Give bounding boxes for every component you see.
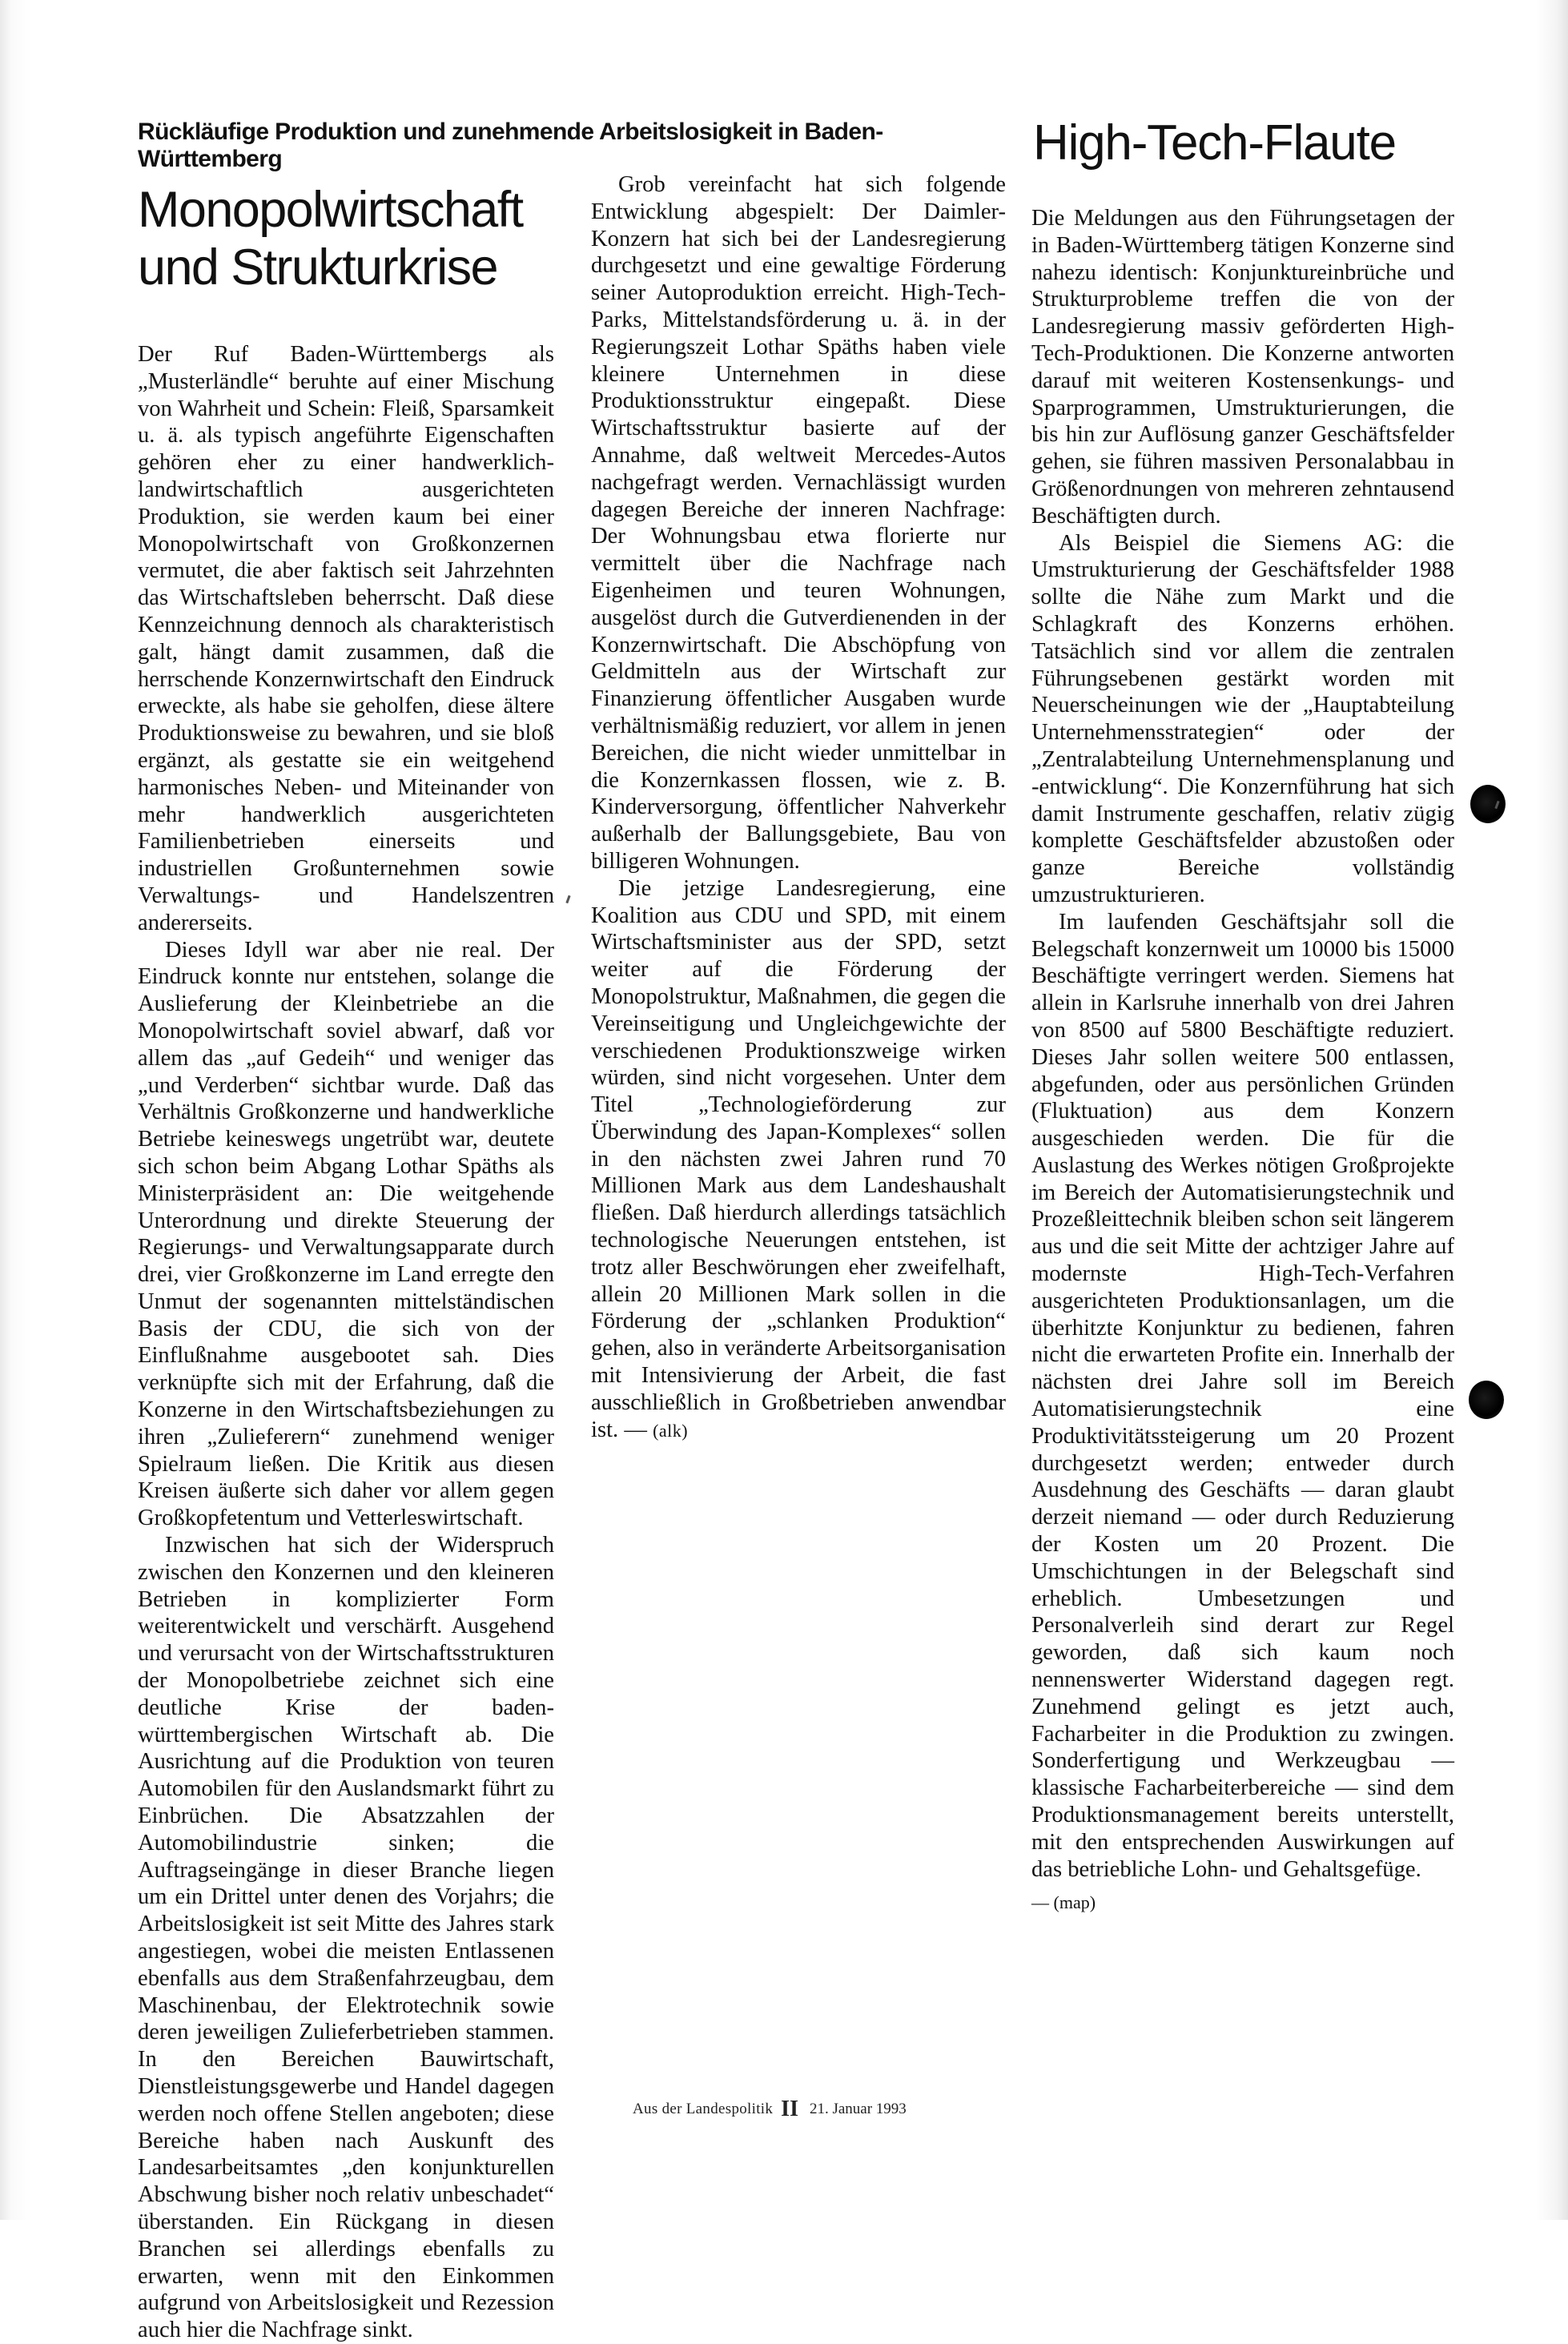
punch-hole (1469, 1381, 1504, 1419)
article-author-signature: (alk) (653, 1420, 689, 1441)
sidebar-author-signature: — (map) (1031, 1892, 1096, 1913)
sidebar-paragraph: Im laufenden Geschäftsjahr soll die Belegschaft konzernweit um 10000 bis 15000 Beschäftigte verringert werden. Siemens hat allein in Karlsruhe innerhalb von drei Jahren von 8500 auf 5800 Beschäftigte reduziert. Dieses Jahr sollen weitere 500 entlassen, abgefunden, oder aus persönlichen Gründen (Fluktuation) aus dem Konzern ausgeschieden werden. Die für die Auslastung des Werkes nötigen Großprojekte im Bereich der Automatisierungstechnik und Prozeßleittechnik bleiben schon seit längerem aus und die seit Mitte der achtziger Jahre auf modernste High-Tech-Verfahren ausgerichteten Produktionsanlagen, um die überhitzte Konjunktur zu bedienen, fahren nicht die erwarteten Profite ein. Innerhalb der nächsten drei Jahre soll im Bereich Automatisierungstechnik eine Produktivitätssteigerung um 20 Prozent durchgesetzt werden; entweder durch Ausdehnung des Geschäfts — daran glaubt derzeit niemand — oder durch Reduzierung der Kosten um 20 Prozent. Die Umschichtungen in der Belegschaft sind erheblich. Umbesetzungen und Personalverleih sind derart zur Regel geworden, daß sich kaum noch nennenswerter Widerstand dagegen regt. Zunehmend gelingt es jetzt auch, Facharbeiter in die Produktion zu zwingen. Sonderfertigung und Werkzeugbau — klassische Facharbeiterbereiche — sind dem Produktionsmanagement bereits unterstellt, mit den entsprechenden Auswirkungen auf das betriebliche Lohn- und Gehaltsgefüge. (1031, 909, 1454, 1882)
punch-hole (1470, 785, 1506, 823)
footer-date: 21. Januar 1993 (809, 2101, 907, 2117)
article-paragraph: Der Ruf Baden-Württembergs als „Musterländle“ beruhte auf einer Mischung von Wahrheit und Schein: Fleiß, Sparsamkeit u. ä. als typisch angeführte Eigenschaften gehören eher zu einer handwerklich-landwirtschaftlich ausgerichteten Produktion, sie werden kaum bei einer Monopolwirtschaft von Großkonzernen vermutet, die aber faktisch seit Jahrzehnten das Wirtschaftsleben beherrscht. Daß diese Kennzeichnung dennoch als charakteristisch galt, hängt damit zusammen, daß die herrschende Konzernwirtschaft den Eindruck erweckte, als habe sie geholfen, diese ältere Produktionsweise zu bewahren, und sie bloß ergänzt, als gestatte sie ein weitgehend harmonisches Neben- und Miteinander von mehr handwerklich ausgerichteten Familienbetrieben einerseits und industriellen Großunternehmen sowie Verwaltungs- und Handelszentren andererseits. (138, 342, 554, 935)
article-paragraph: Inzwischen hat sich der Widerspruch zwischen den Konzernen und den kleineren Betrieben in komplizierter Form weiterentwickelt und verschärft. Ausgehend und verursacht von der Wirtschaftsstrukturen der Monopolbetriebe zeichnet sich eine deutliche Krise der baden-württembergischen Wirtschaft ab. Die Ausrichtung auf die Produktion von teuren Automobilen für den Auslandsmarkt führt zu Einbrüchen. Die Absatzzahlen der Automobilindustrie sinken; die Auftragseingänge in dieser Branche liegen um ein Drittel unter denen des Vorjahrs; die Arbeitslosigkeit ist seit Mitte des Jahres stark angestiegen, wobei die meisten Entlassenen ebenfalls aus dem Straßenfahrzeugbau, dem Maschinenbau, der Elektrotechnik sowie deren jeweiligen Zulieferbetrieben stammen. In den Bereichen Bauwirtschaft, Dienstleistungsgewerbe und Handel dagegen werden noch offene Stellen angeboten; diese Bereiche haben nach Auskunft des Landesarbeitsamtes „den konjunkturellen Abschwung bisher noch relativ unbeschadet“ überstanden. Ein Rückgang in diesen Branchen sei allerdings ebenfalls zu erwarten, wenn mit den Einkommen aufgrund von Arbeitslosigkeit und Rezession auch hier die Nachfrage sinkt. (138, 1533, 554, 2343)
sidebar-paragraph: Als Beispiel die Siemens AG: die Umstrukturierung der Geschäftsfelder 1988 sollte die Nähe zum Markt und die Schlagkraft des Konzerns erhöhen. Tatsächlich sind vor allem die zentralen Führungsebenen gestärkt worden mit Neuerscheinungen wie der „Hauptabteilung Unternehmensstrategien“ oder der „Zentralabteilung Unternehmensplanung und -entwicklung“. Die Konzernführung hat sich damit Instrumente geschaffen, relativ zügig komplette Geschäftsfelder abzustoßen oder ganze Bereiche vollständig umzustrukturieren. (1031, 530, 1454, 907)
article-title-line-1: Monopolwirtschaft (138, 182, 523, 238)
sidebar-title: High-Tech-Flaute (1033, 115, 1396, 171)
article-paragraph: Grob vereinfacht hat sich folgende Entwicklung abgespielt: Der Daimler-Konzern hat sich bei der Landesregierung durchgesetzt und eine gewaltige Förderung seiner Autoproduktion erreicht. High-Tech-Parks, Mittelstandsförderung u. ä. in der Regierungszeit Lothar Späths haben viele kleinere Unternehmen in diese Produktionsstruktur eingepaßt. Diese Wirtschaftsstruktur basierte auf der Annahme, daß weltweit Mercedes-Autos nachgefragt werden. Vernachlässigt wurden dagegen Bereiche der inneren Nachfrage: Der Wohnungsbau etwa florierte nur vermittelt über die Nachfrage nach Eigenheimen und teuren Wohnungen, ausgelöst durch die Gutverdienenden in der Konzernwirtschaft. Die Abschöpfung von Geldmitteln aus der Wirtschaft zur Finanzierung öffentlicher Ausgaben wurde verhältnismäßig reduziert, vor allem in jenen Bereichen, die nicht wieder unmittelbar in die Konzernkassen flossen, wie z. B. Kinderversorgung, öffentlicher Nahverkehr außerhalb der Ballungsgebiete, Bau von billigeren Wohnungen. (591, 172, 1006, 874)
article-column-2 (591, 171, 1006, 2101)
article-paragraph: Dieses Idyll war aber nie real. Der Eindruck konnte nur entstehen, solange die Auslieferung der Kleinbetriebe an die Monopolwirtschaft soviel abwarf, daß vor allem das „auf Gedeih“ und weniger das „und Verderben“ sichtbar wurde. Daß das Verhältnis Großkonzerne und handwerkliche Betriebe keineswegs ungetrübt war, deutete sich schon beim Abgang Lothar Späths als Ministerpräsident an: Die weitgehende Unterordnung und direkte Steuerung der Regierungs- und Verwaltungsapparate durch drei, vier Großkonzerne im Land erregte den Unmut der sogenannten mittelständischen Basis der CDU, die sich von der Einflußnahme ausgebootet sah. Dies verknüpfte sich mit der Erfahrung, daß die Konzerne in den Wirtschaftsbeziehungen zu ihren „Zulieferern“ zunehmend weniger Spielraum ließen. Die Kritik aus diesen Kreisen äußerte sich daher vor allem gegen Großkopfetentum und Vetterleswirtschaft. (138, 937, 554, 1531)
sidebar-column (1031, 205, 1454, 2111)
page-footer (633, 2097, 1033, 2122)
article-paragraph (591, 875, 1006, 1445)
sidebar-paragraph: Die Meldungen aus den Führungsetagen der in Baden-Württemberg tätigen Konzerne sind nahezu identisch: Konjunktureinbrüche und Strukturprobleme treffen die von der Landesregierung massiv geförderten High-Tech-Produktionen. Die Konzerne antworten darauf mit weiteren Kostensenkungs- und Sparprogrammen, Umstrukturierungen, die bis hin zur Auflösung ganzer Geschäftsfelder gehen, sie führen massiven Personalabbau in Größenordnungen von mehreren zehntausend Beschäftigten durch. (1031, 206, 1454, 529)
article-paragraph-text: Die jetzige Landesregierung, eine Koalition aus CDU und SPD, mit einem Wirtschaftsminister aus der SPD, setzt weiter auf die Förderung der Monopolstruktur, Maßnahmen, die gegen die Vereinseitigung und Ungleichgewichte der verschiedenen Produktionszweige wirken würden, sind nicht vorgesehen. Unter dem Titel „Technologieförderung zur Überwindung des Japan-Komplexes“ sollen in den nächsten zwei Jahren rund 70 Millionen Mark aus dem Landeshaushalt fließen. Daß hierdurch allerdings tatsächlich technologische Neuerungen entstehen, ist trotz aller Beschwörungen eher zweifelhaft, allein 20 Millionen Mark sollen in die Förderung der „schlanken Produktion“ gehen, also in veränderte Arbeitsorganisation mit Intensivierung der Arbeit, die fast ausschließlich in Großbetrieben anwendbar ist. — (591, 875, 1006, 1442)
article-title (138, 181, 586, 296)
footer-page-number: II (781, 2097, 798, 2121)
article-kicker: Rückläufige Produktion und zunehmende Arbeitslosigkeit in Baden-Württemberg (138, 119, 883, 172)
article-title-line-2: und Strukturkrise (138, 239, 497, 296)
footer-section-name: Aus der Landespolitik (633, 2101, 774, 2117)
article-column-1 (138, 341, 554, 2343)
